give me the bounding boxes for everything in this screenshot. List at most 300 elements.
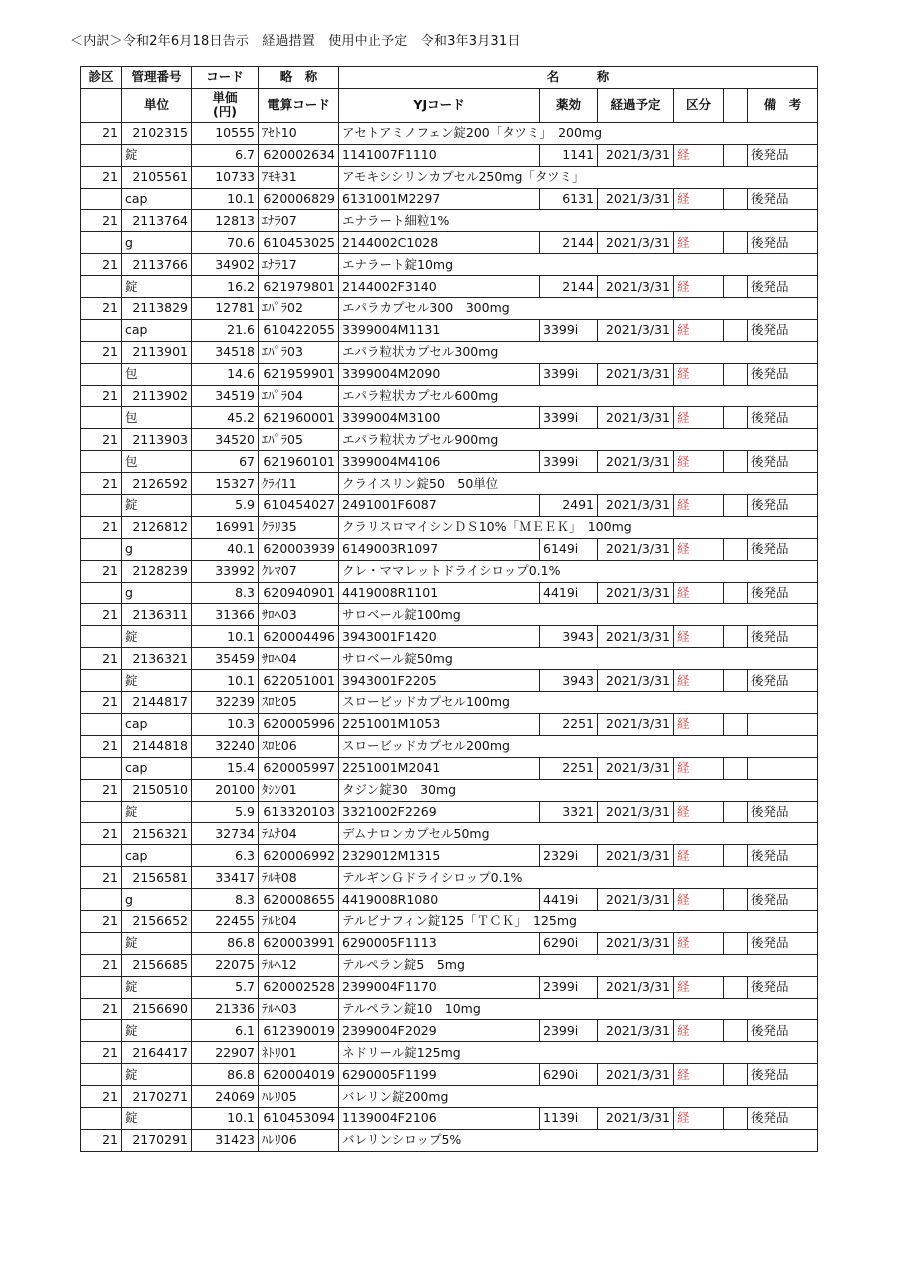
blank-cell — [81, 451, 122, 473]
yakko-cell: 6290i — [540, 1064, 598, 1086]
kubun-cell: 経 — [674, 713, 724, 735]
ryaku-cell: ｴﾊﾟﾗ05 — [259, 429, 339, 451]
code-cell: 35459 — [192, 648, 259, 670]
name-cell: ネドリール錠125mg — [339, 1042, 818, 1064]
yj-cell: 2251001M2041 — [339, 757, 540, 779]
ryaku-cell: ｸﾚﾏ07 — [259, 560, 339, 582]
yakko-cell: 2399i — [540, 976, 598, 998]
kubun-cell: 経 — [674, 1064, 724, 1086]
blank-cell — [81, 976, 122, 998]
ryaku-cell: ｴﾅﾗ17 — [259, 254, 339, 276]
kanri-cell: 2105561 — [122, 166, 192, 188]
header-kanri: 管理番号 — [122, 67, 192, 89]
code-cell: 16991 — [192, 516, 259, 538]
yakko-cell: 4419i — [540, 889, 598, 911]
blank-cell — [724, 757, 748, 779]
table-row-main — [81, 823, 818, 845]
date-cell: 2021/3/31 — [598, 232, 674, 254]
densan-cell: 620002634 — [259, 144, 339, 166]
price-cell: 21.6 — [192, 319, 259, 341]
ryaku-cell: ｴﾊﾟﾗ04 — [259, 385, 339, 407]
yakko-cell: 3399i — [540, 451, 598, 473]
code-cell: 24069 — [192, 1086, 259, 1108]
header-tani: 単位 — [122, 88, 192, 122]
blank-cell — [724, 845, 748, 867]
unit-cell: 錠 — [122, 932, 192, 954]
name-cell: スロービッドカプセル200mg — [339, 735, 818, 757]
yj-cell: 2329012M1315 — [339, 845, 540, 867]
price-cell: 67 — [192, 451, 259, 473]
name-cell: エパラ粒状カプセル300mg — [339, 341, 818, 363]
name-cell: クレ・ママレットドライシロップ0.1% — [339, 560, 818, 582]
table-row-main — [81, 867, 818, 889]
shinku-cell: 21 — [81, 1129, 122, 1151]
header-shinku: 診区 — [81, 67, 122, 89]
kanri-cell: 2113829 — [122, 298, 192, 320]
table-row-detail — [81, 363, 818, 385]
densan-cell: 620003991 — [259, 932, 339, 954]
blank-cell — [81, 1020, 122, 1042]
table-row-detail — [81, 232, 818, 254]
table-row-detail — [81, 845, 818, 867]
biko-cell: 後発品 — [748, 188, 818, 210]
price-cell: 16.2 — [192, 276, 259, 298]
yj-cell: 6290005F1113 — [339, 932, 540, 954]
shinku-cell: 21 — [81, 210, 122, 232]
kubun-cell: 経 — [674, 232, 724, 254]
kubun-cell: 経 — [674, 845, 724, 867]
name-cell: エパラ粒状カプセル900mg — [339, 429, 818, 451]
biko-cell: 後発品 — [748, 582, 818, 604]
blank-cell — [724, 319, 748, 341]
kanri-cell: 2164417 — [122, 1042, 192, 1064]
table-row-detail — [81, 1107, 818, 1129]
table-row-detail — [81, 276, 818, 298]
densan-cell: 620004496 — [259, 626, 339, 648]
kubun-cell: 経 — [674, 670, 724, 692]
kubun-cell: 経 — [674, 451, 724, 473]
unit-cell: 錠 — [122, 1020, 192, 1042]
biko-cell: 後発品 — [748, 319, 818, 341]
table-row-detail — [81, 801, 818, 823]
header-tanka: 単価 (円) — [192, 88, 259, 122]
ryaku-cell: ｸﾗｲ11 — [259, 473, 339, 495]
price-cell: 10.3 — [192, 713, 259, 735]
kubun-cell: 経 — [674, 1020, 724, 1042]
header-yj: YJコード — [339, 88, 540, 122]
blank-cell — [724, 363, 748, 385]
blank-cell — [81, 538, 122, 560]
date-cell: 2021/3/31 — [598, 976, 674, 998]
shinku-cell: 21 — [81, 823, 122, 845]
yj-cell: 4419008R1101 — [339, 582, 540, 604]
densan-cell: 610422055 — [259, 319, 339, 341]
table-row-detail — [81, 538, 818, 560]
kanri-cell: 2170271 — [122, 1086, 192, 1108]
date-cell: 2021/3/31 — [598, 582, 674, 604]
table-row-detail — [81, 976, 818, 998]
yakko-cell: 3943 — [540, 670, 598, 692]
blank-cell — [724, 144, 748, 166]
biko-cell: 後発品 — [748, 276, 818, 298]
kubun-cell: 経 — [674, 801, 724, 823]
yj-cell: 6149003R1097 — [339, 538, 540, 560]
name-cell: タジン錠30 30mg — [339, 779, 818, 801]
unit-cell: 錠 — [122, 626, 192, 648]
kanri-cell: 2156690 — [122, 998, 192, 1020]
kubun-cell: 経 — [674, 188, 724, 210]
shinku-cell: 21 — [81, 385, 122, 407]
code-cell: 31423 — [192, 1129, 259, 1151]
blank-cell — [81, 670, 122, 692]
kanri-cell: 2144818 — [122, 735, 192, 757]
blank-cell — [724, 276, 748, 298]
unit-cell: 錠 — [122, 801, 192, 823]
blank-cell — [724, 1020, 748, 1042]
unit-cell: 錠 — [122, 670, 192, 692]
header-densan: 電算コード — [259, 88, 339, 122]
kubun-cell: 経 — [674, 582, 724, 604]
shinku-cell: 21 — [81, 1042, 122, 1064]
ryaku-cell: ﾃﾙｷ08 — [259, 867, 339, 889]
table-row-main — [81, 910, 818, 932]
blank-cell — [724, 1107, 748, 1129]
price-cell: 10.1 — [192, 1107, 259, 1129]
header-kubun: 区分 — [674, 88, 724, 122]
blank-cell — [81, 713, 122, 735]
ryaku-cell: ﾃﾙﾋ04 — [259, 910, 339, 932]
code-cell: 32734 — [192, 823, 259, 845]
kanri-cell: 2113902 — [122, 385, 192, 407]
unit-cell: 錠 — [122, 495, 192, 517]
price-cell: 10.1 — [192, 626, 259, 648]
name-cell: サロベール錠50mg — [339, 648, 818, 670]
header-blank2 — [724, 88, 748, 122]
ryaku-cell: ﾃﾙﾍ12 — [259, 954, 339, 976]
date-cell: 2021/3/31 — [598, 144, 674, 166]
date-cell: 2021/3/31 — [598, 626, 674, 648]
name-cell: デムナロンカプセル50mg — [339, 823, 818, 845]
kubun-cell: 経 — [674, 407, 724, 429]
code-cell: 10555 — [192, 122, 259, 144]
name-cell: スロービッドカプセル100mg — [339, 692, 818, 714]
kubun-cell: 経 — [674, 757, 724, 779]
shinku-cell: 21 — [81, 298, 122, 320]
kanri-cell: 2113903 — [122, 429, 192, 451]
kubun-cell: 経 — [674, 932, 724, 954]
yj-cell: 3943001F1420 — [339, 626, 540, 648]
biko-cell: 後発品 — [748, 889, 818, 911]
blank-cell — [724, 801, 748, 823]
blank-cell — [724, 889, 748, 911]
date-cell: 2021/3/31 — [598, 407, 674, 429]
yakko-cell: 1139i — [540, 1107, 598, 1129]
table-row-detail — [81, 1064, 818, 1086]
biko-cell: 後発品 — [748, 626, 818, 648]
code-cell: 10733 — [192, 166, 259, 188]
shinku-cell: 21 — [81, 910, 122, 932]
yj-cell: 2144002F3140 — [339, 276, 540, 298]
ryaku-cell: ﾃﾑﾅ04 — [259, 823, 339, 845]
unit-cell: 錠 — [122, 1107, 192, 1129]
shinku-cell: 21 — [81, 473, 122, 495]
unit-cell: g — [122, 889, 192, 911]
blank-cell — [81, 363, 122, 385]
name-cell: エナラート細粒1% — [339, 210, 818, 232]
ryaku-cell: ｻﾛﾍ04 — [259, 648, 339, 670]
unit-cell: 錠 — [122, 976, 192, 998]
densan-cell: 610453025 — [259, 232, 339, 254]
kanri-cell: 2156685 — [122, 954, 192, 976]
price-cell: 8.3 — [192, 582, 259, 604]
table-row-detail — [81, 495, 818, 517]
biko-cell — [748, 713, 818, 735]
shinku-cell: 21 — [81, 867, 122, 889]
shinku-cell: 21 — [81, 516, 122, 538]
unit-cell: cap — [122, 319, 192, 341]
blank-cell — [81, 626, 122, 648]
date-cell: 2021/3/31 — [598, 932, 674, 954]
price-cell: 10.1 — [192, 670, 259, 692]
table-row-main — [81, 692, 818, 714]
name-cell: テルペラン錠10 10mg — [339, 998, 818, 1020]
shinku-cell: 21 — [81, 254, 122, 276]
biko-cell: 後発品 — [748, 932, 818, 954]
table-row-detail — [81, 407, 818, 429]
name-cell: バレリンシロップ5% — [339, 1129, 818, 1151]
table-row-main — [81, 385, 818, 407]
table-body — [81, 122, 818, 1151]
name-cell: クラリスロマイシンＤＳ10%「ＭＥＥＫ」 100mg — [339, 516, 818, 538]
code-cell: 34902 — [192, 254, 259, 276]
kubun-cell: 経 — [674, 495, 724, 517]
yj-cell: 3399004M1131 — [339, 319, 540, 341]
price-cell: 5.7 — [192, 976, 259, 998]
kanri-cell: 2136311 — [122, 604, 192, 626]
yakko-cell: 3399i — [540, 407, 598, 429]
yj-cell: 2399004F1170 — [339, 976, 540, 998]
biko-cell: 後発品 — [748, 670, 818, 692]
unit-cell: cap — [122, 845, 192, 867]
kanri-cell: 2170291 — [122, 1129, 192, 1151]
table-row-detail — [81, 319, 818, 341]
kubun-cell: 経 — [674, 319, 724, 341]
date-cell: 2021/3/31 — [598, 495, 674, 517]
densan-cell: 621960001 — [259, 407, 339, 429]
yakko-cell: 6149i — [540, 538, 598, 560]
price-cell: 45.2 — [192, 407, 259, 429]
drug-table — [80, 66, 818, 1152]
price-cell: 6.3 — [192, 845, 259, 867]
densan-cell: 620005997 — [259, 757, 339, 779]
code-cell: 33417 — [192, 867, 259, 889]
date-cell: 2021/3/31 — [598, 538, 674, 560]
code-cell: 34518 — [192, 341, 259, 363]
blank-cell — [81, 407, 122, 429]
unit-cell: 包 — [122, 451, 192, 473]
yakko-cell: 2144 — [540, 276, 598, 298]
ryaku-cell: ﾈﾄﾘ01 — [259, 1042, 339, 1064]
table-row-main — [81, 1129, 818, 1151]
date-cell: 2021/3/31 — [598, 1107, 674, 1129]
code-cell: 34519 — [192, 385, 259, 407]
table-row-main — [81, 166, 818, 188]
table-row-main — [81, 341, 818, 363]
yakko-cell: 6131 — [540, 188, 598, 210]
densan-cell: 620003939 — [259, 538, 339, 560]
unit-cell: cap — [122, 188, 192, 210]
unit-cell: 包 — [122, 363, 192, 385]
biko-cell: 後発品 — [748, 1064, 818, 1086]
kanri-cell: 2126812 — [122, 516, 192, 538]
price-cell: 86.8 — [192, 932, 259, 954]
unit-cell: 錠 — [122, 144, 192, 166]
yj-cell: 1139004F2106 — [339, 1107, 540, 1129]
unit-cell: 錠 — [122, 276, 192, 298]
price-cell: 5.9 — [192, 801, 259, 823]
blank-cell — [724, 407, 748, 429]
table-row-main — [81, 122, 818, 144]
price-cell: 70.6 — [192, 232, 259, 254]
yj-cell: 2491001F6087 — [339, 495, 540, 517]
name-cell: テルペラン錠5 5mg — [339, 954, 818, 976]
code-cell: 22455 — [192, 910, 259, 932]
kubun-cell: 経 — [674, 1107, 724, 1129]
kanri-cell: 2128239 — [122, 560, 192, 582]
code-cell: 32239 — [192, 692, 259, 714]
table-row-main — [81, 648, 818, 670]
blank-cell — [724, 1064, 748, 1086]
biko-cell: 後発品 — [748, 451, 818, 473]
table-header — [81, 67, 818, 123]
yakko-cell: 3399i — [540, 363, 598, 385]
blank-cell — [81, 932, 122, 954]
densan-cell: 620006992 — [259, 845, 339, 867]
ryaku-cell: ｴﾅﾗ07 — [259, 210, 339, 232]
shinku-cell: 21 — [81, 341, 122, 363]
kubun-cell: 経 — [674, 976, 724, 998]
header-blank — [81, 88, 122, 122]
blank-cell — [724, 670, 748, 692]
table-row-main — [81, 1086, 818, 1108]
blank-cell — [81, 801, 122, 823]
table-row-detail — [81, 626, 818, 648]
code-cell: 34520 — [192, 429, 259, 451]
biko-cell: 後発品 — [748, 495, 818, 517]
price-cell: 86.8 — [192, 1064, 259, 1086]
name-cell: エパラカプセル300 300mg — [339, 298, 818, 320]
yj-cell: 2399004F2029 — [339, 1020, 540, 1042]
blank-cell — [81, 889, 122, 911]
yj-cell: 2251001M1053 — [339, 713, 540, 735]
kanri-cell: 2156321 — [122, 823, 192, 845]
yj-cell: 3321002F2269 — [339, 801, 540, 823]
name-cell: テルビナフィン錠125「ＴＣＫ」 125mg — [339, 910, 818, 932]
date-cell: 2021/3/31 — [598, 713, 674, 735]
code-cell: 12813 — [192, 210, 259, 232]
name-cell: アセトアミノフェン錠200「タツミ」 200mg — [339, 122, 818, 144]
price-cell: 14.6 — [192, 363, 259, 385]
unit-cell: 錠 — [122, 1064, 192, 1086]
biko-cell: 後発品 — [748, 1107, 818, 1129]
densan-cell: 621959901 — [259, 363, 339, 385]
densan-cell: 620002528 — [259, 976, 339, 998]
yakko-cell: 4419i — [540, 582, 598, 604]
ryaku-cell: ｱｾﾄ10 — [259, 122, 339, 144]
unit-cell: 包 — [122, 407, 192, 429]
table-row-main — [81, 560, 818, 582]
shinku-cell: 21 — [81, 779, 122, 801]
kubun-cell: 経 — [674, 363, 724, 385]
blank-cell — [81, 495, 122, 517]
name-cell: バレリン錠200mg — [339, 1086, 818, 1108]
kubun-cell: 経 — [674, 144, 724, 166]
page-caption: ＜内訳＞令和2年6月18日告示 経過措置 使用中止予定 令和3年3月31日 — [70, 34, 521, 49]
kubun-cell: 経 — [674, 889, 724, 911]
shinku-cell: 21 — [81, 122, 122, 144]
unit-cell: cap — [122, 757, 192, 779]
biko-cell: 後発品 — [748, 976, 818, 998]
kubun-cell: 経 — [674, 626, 724, 648]
date-cell: 2021/3/31 — [598, 1064, 674, 1086]
blank-cell — [724, 582, 748, 604]
unit-cell: g — [122, 232, 192, 254]
code-cell: 32240 — [192, 735, 259, 757]
ryaku-cell: ｻﾛﾍ03 — [259, 604, 339, 626]
kanri-cell: 2113901 — [122, 341, 192, 363]
table-row-main — [81, 954, 818, 976]
yj-cell: 1141007F1110 — [339, 144, 540, 166]
blank-cell — [81, 276, 122, 298]
date-cell: 2021/3/31 — [598, 1020, 674, 1042]
table-row-main — [81, 604, 818, 626]
kanri-cell: 2156581 — [122, 867, 192, 889]
table-row-detail — [81, 713, 818, 735]
ryaku-cell: ﾀｼﾝ01 — [259, 779, 339, 801]
ryaku-cell: ﾃﾙﾍ03 — [259, 998, 339, 1020]
blank-cell — [81, 144, 122, 166]
blank-cell — [724, 932, 748, 954]
shinku-cell: 21 — [81, 1086, 122, 1108]
table-row-main — [81, 1042, 818, 1064]
name-cell: クライスリン錠50 50単位 — [339, 473, 818, 495]
table-row-main — [81, 779, 818, 801]
shinku-cell: 21 — [81, 648, 122, 670]
shinku-cell: 21 — [81, 735, 122, 757]
yj-cell: 6131001M2297 — [339, 188, 540, 210]
name-cell: アモキシシリンカプセル250mg「タツミ」 — [339, 166, 818, 188]
densan-cell: 620008655 — [259, 889, 339, 911]
blank-cell — [724, 188, 748, 210]
unit-cell: g — [122, 582, 192, 604]
kubun-cell: 経 — [674, 276, 724, 298]
table-row-detail — [81, 582, 818, 604]
yj-cell: 3399004M2090 — [339, 363, 540, 385]
date-cell: 2021/3/31 — [598, 451, 674, 473]
price-cell: 6.7 — [192, 144, 259, 166]
densan-cell: 620005996 — [259, 713, 339, 735]
name-cell: エナラート錠10mg — [339, 254, 818, 276]
biko-cell: 後発品 — [748, 801, 818, 823]
table-row-detail — [81, 451, 818, 473]
table-row-main — [81, 298, 818, 320]
kanri-cell: 2156652 — [122, 910, 192, 932]
ryaku-cell: ﾊﾚﾘ06 — [259, 1129, 339, 1151]
price-cell: 8.3 — [192, 889, 259, 911]
kanri-cell: 2150510 — [122, 779, 192, 801]
code-cell: 20100 — [192, 779, 259, 801]
yj-cell: 3943001F2205 — [339, 670, 540, 692]
